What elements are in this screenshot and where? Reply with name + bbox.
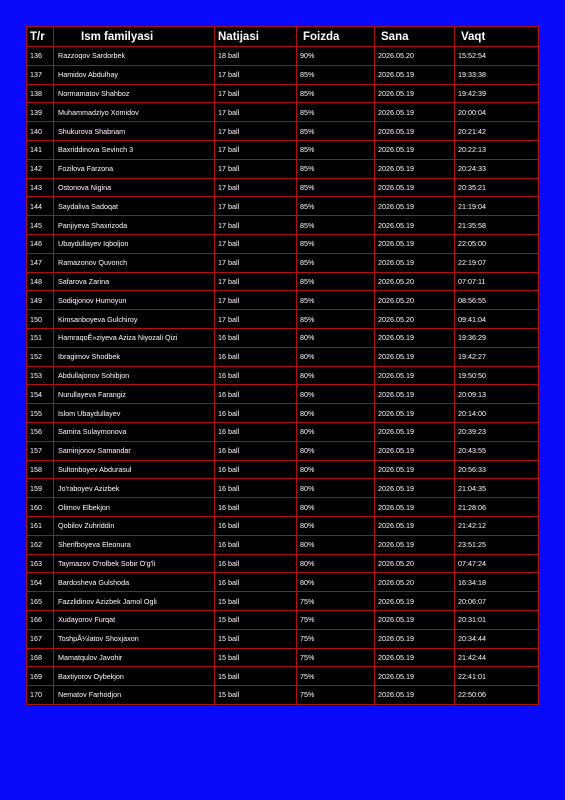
student-name: Ubaydullayev Iqboljon xyxy=(54,234,215,253)
date: 2026.05.19 xyxy=(375,253,455,272)
student-name: Ostonova Nigina xyxy=(54,178,215,197)
row-number: 152 xyxy=(27,347,54,366)
row-number: 145 xyxy=(27,216,54,235)
student-name: ToshpÃ¼latov Shoxjaxon xyxy=(54,629,215,648)
date: 2026.05.20 xyxy=(375,47,455,66)
date: 2026.05.19 xyxy=(375,629,455,648)
header-name: Ism familyasi xyxy=(54,27,215,47)
percent: 85% xyxy=(297,159,375,178)
row-number: 159 xyxy=(27,479,54,498)
percent: 80% xyxy=(297,366,375,385)
percent: 85% xyxy=(297,103,375,122)
row-number: 170 xyxy=(27,686,54,705)
time: 20:39:23 xyxy=(455,422,539,441)
percent: 85% xyxy=(297,197,375,216)
percent: 85% xyxy=(297,178,375,197)
row-number: 162 xyxy=(27,535,54,554)
percent: 75% xyxy=(297,648,375,667)
row-number: 153 xyxy=(27,366,54,385)
table-row xyxy=(27,366,539,385)
student-name: Mamatqulov Javohir xyxy=(54,648,215,667)
results-table xyxy=(26,26,539,705)
table-row xyxy=(27,422,539,441)
header-row xyxy=(27,27,539,47)
score: 17 ball xyxy=(215,84,297,103)
table-row xyxy=(27,385,539,404)
score: 16 ball xyxy=(215,535,297,554)
student-name: Olimov Elbekjon xyxy=(54,498,215,517)
score: 18 ball xyxy=(215,47,297,66)
table-row xyxy=(27,291,539,310)
header-percent: Foizda xyxy=(297,27,375,47)
table-row xyxy=(27,554,539,573)
student-name: Saminjonov Samandar xyxy=(54,441,215,460)
row-number: 138 xyxy=(27,84,54,103)
student-name: Sodiqjonov Humoyun xyxy=(54,291,215,310)
row-number: 161 xyxy=(27,516,54,535)
score: 16 ball xyxy=(215,347,297,366)
row-number: 149 xyxy=(27,291,54,310)
score: 16 ball xyxy=(215,460,297,479)
table-row xyxy=(27,648,539,667)
row-number: 165 xyxy=(27,592,54,611)
score: 16 ball xyxy=(215,385,297,404)
percent: 80% xyxy=(297,573,375,592)
percent: 80% xyxy=(297,516,375,535)
table-row xyxy=(27,197,539,216)
student-name: Bardosheva Gulshoda xyxy=(54,573,215,592)
time: 20:43:55 xyxy=(455,441,539,460)
student-name: Abdullajonov Sohibjon xyxy=(54,366,215,385)
score: 16 ball xyxy=(215,498,297,517)
date: 2026.05.19 xyxy=(375,366,455,385)
date: 2026.05.19 xyxy=(375,197,455,216)
time: 20:22:13 xyxy=(455,140,539,159)
row-number: 141 xyxy=(27,140,54,159)
score: 16 ball xyxy=(215,328,297,347)
row-number: 167 xyxy=(27,629,54,648)
row-number: 169 xyxy=(27,667,54,686)
table-row xyxy=(27,404,539,423)
score: 17 ball xyxy=(215,103,297,122)
row-number: 154 xyxy=(27,385,54,404)
table-row xyxy=(27,629,539,648)
student-name: Muhammadziyo Xomidov xyxy=(54,103,215,122)
percent: 80% xyxy=(297,441,375,460)
percent: 80% xyxy=(297,404,375,423)
percent: 80% xyxy=(297,460,375,479)
time: 20:56:33 xyxy=(455,460,539,479)
time: 19:42:27 xyxy=(455,347,539,366)
student-name: Nematov Farhodjon xyxy=(54,686,215,705)
table-row xyxy=(27,347,539,366)
time: 22:41:01 xyxy=(455,667,539,686)
table-row xyxy=(27,178,539,197)
table-row xyxy=(27,272,539,291)
percent: 80% xyxy=(297,535,375,554)
score: 15 ball xyxy=(215,629,297,648)
date: 2026.05.20 xyxy=(375,573,455,592)
time: 20:09:13 xyxy=(455,385,539,404)
table-row xyxy=(27,65,539,84)
percent: 75% xyxy=(297,610,375,629)
percent: 75% xyxy=(297,667,375,686)
date: 2026.05.20 xyxy=(375,272,455,291)
percent: 85% xyxy=(297,291,375,310)
score: 15 ball xyxy=(215,592,297,611)
time: 08:56:55 xyxy=(455,291,539,310)
percent: 80% xyxy=(297,422,375,441)
date: 2026.05.19 xyxy=(375,516,455,535)
percent: 85% xyxy=(297,310,375,329)
student-name: Normamatov Shahboz xyxy=(54,84,215,103)
student-name: Shukurova Shabnam xyxy=(54,122,215,141)
row-number: 163 xyxy=(27,554,54,573)
time: 22:05:00 xyxy=(455,234,539,253)
date: 2026.05.19 xyxy=(375,234,455,253)
time: 19:33:38 xyxy=(455,65,539,84)
row-number: 166 xyxy=(27,610,54,629)
student-name: Ibragimov Shodbek xyxy=(54,347,215,366)
row-number: 142 xyxy=(27,159,54,178)
row-number: 155 xyxy=(27,404,54,423)
date: 2026.05.19 xyxy=(375,441,455,460)
table-row xyxy=(27,460,539,479)
row-number: 148 xyxy=(27,272,54,291)
header-score: Natijasi xyxy=(215,27,297,47)
table-row xyxy=(27,516,539,535)
percent: 75% xyxy=(297,686,375,705)
score: 17 ball xyxy=(215,253,297,272)
student-name: Saydaliva Sadoqat xyxy=(54,197,215,216)
percent: 80% xyxy=(297,498,375,517)
date: 2026.05.19 xyxy=(375,498,455,517)
row-number: 137 xyxy=(27,65,54,84)
percent: 85% xyxy=(297,216,375,235)
time: 19:36:29 xyxy=(455,328,539,347)
score: 17 ball xyxy=(215,197,297,216)
score: 16 ball xyxy=(215,554,297,573)
row-number: 143 xyxy=(27,178,54,197)
table-row xyxy=(27,573,539,592)
table-row xyxy=(27,84,539,103)
time: 09:41:04 xyxy=(455,310,539,329)
row-number: 136 xyxy=(27,47,54,66)
score: 17 ball xyxy=(215,178,297,197)
time: 15:52:54 xyxy=(455,47,539,66)
time: 20:14:00 xyxy=(455,404,539,423)
percent: 85% xyxy=(297,122,375,141)
score: 16 ball xyxy=(215,441,297,460)
date: 2026.05.19 xyxy=(375,667,455,686)
date: 2026.05.19 xyxy=(375,65,455,84)
table-row xyxy=(27,498,539,517)
table-row xyxy=(27,310,539,329)
percent: 85% xyxy=(297,272,375,291)
student-name: Sultonboyev Abdurasul xyxy=(54,460,215,479)
date: 2026.05.20 xyxy=(375,310,455,329)
header-number: T/r xyxy=(27,27,54,47)
score: 15 ball xyxy=(215,686,297,705)
date: 2026.05.19 xyxy=(375,479,455,498)
time: 21:42:12 xyxy=(455,516,539,535)
percent: 85% xyxy=(297,140,375,159)
results-body xyxy=(27,47,539,705)
date: 2026.05.19 xyxy=(375,610,455,629)
score: 16 ball xyxy=(215,366,297,385)
date: 2026.05.19 xyxy=(375,84,455,103)
table-row xyxy=(27,328,539,347)
score: 17 ball xyxy=(215,122,297,141)
table-row xyxy=(27,103,539,122)
student-name: Ramazonov Quvonch xyxy=(54,253,215,272)
table-row xyxy=(27,122,539,141)
percent: 75% xyxy=(297,592,375,611)
row-number: 150 xyxy=(27,310,54,329)
table-row xyxy=(27,159,539,178)
table-row xyxy=(27,140,539,159)
score: 17 ball xyxy=(215,65,297,84)
student-name: Baxtiyorov Oybekjon xyxy=(54,667,215,686)
date: 2026.05.19 xyxy=(375,103,455,122)
student-name: Islom Ubaydullayev xyxy=(54,404,215,423)
row-number: 158 xyxy=(27,460,54,479)
score: 16 ball xyxy=(215,479,297,498)
date: 2026.05.19 xyxy=(375,422,455,441)
student-name: Kimsanboyeva Gulchiroy xyxy=(54,310,215,329)
percent: 80% xyxy=(297,385,375,404)
table-row xyxy=(27,535,539,554)
table-row xyxy=(27,479,539,498)
row-number: 146 xyxy=(27,234,54,253)
student-name: Razzoqov Sardorbek xyxy=(54,47,215,66)
time: 20:24:33 xyxy=(455,159,539,178)
table-row xyxy=(27,47,539,66)
percent: 85% xyxy=(297,253,375,272)
row-number: 164 xyxy=(27,573,54,592)
percent: 90% xyxy=(297,47,375,66)
date: 2026.05.19 xyxy=(375,178,455,197)
student-name: Baxriddinova Sevinch 3 xyxy=(54,140,215,159)
date: 2026.05.19 xyxy=(375,460,455,479)
time: 20:06:07 xyxy=(455,592,539,611)
student-name: Fozilova Farzona xyxy=(54,159,215,178)
row-number: 139 xyxy=(27,103,54,122)
percent: 85% xyxy=(297,234,375,253)
table-row xyxy=(27,253,539,272)
student-name: Safarova Zarina xyxy=(54,272,215,291)
score: 15 ball xyxy=(215,610,297,629)
student-name: Qobilov Zuhriddin xyxy=(54,516,215,535)
score: 17 ball xyxy=(215,272,297,291)
table-row xyxy=(27,592,539,611)
score: 16 ball xyxy=(215,404,297,423)
score: 17 ball xyxy=(215,291,297,310)
time: 20:35:21 xyxy=(455,178,539,197)
percent: 80% xyxy=(297,328,375,347)
student-name: HamraqoÊ»ziyeva Aziza Niyozali Qizi xyxy=(54,328,215,347)
date: 2026.05.19 xyxy=(375,347,455,366)
time: 21:04:35 xyxy=(455,479,539,498)
percent: 85% xyxy=(297,84,375,103)
score: 15 ball xyxy=(215,648,297,667)
score: 17 ball xyxy=(215,159,297,178)
time: 21:42:44 xyxy=(455,648,539,667)
date: 2026.05.19 xyxy=(375,686,455,705)
date: 2026.05.19 xyxy=(375,592,455,611)
student-name: Jo'raboyev Azizbek xyxy=(54,479,215,498)
date: 2026.05.19 xyxy=(375,216,455,235)
percent: 85% xyxy=(297,65,375,84)
header-date: Sana xyxy=(375,27,455,47)
row-number: 147 xyxy=(27,253,54,272)
header-time: Vaqt xyxy=(455,27,539,47)
row-number: 160 xyxy=(27,498,54,517)
date: 2026.05.20 xyxy=(375,554,455,573)
student-name: Fazzlidinov Azizbek Jamol Ogli xyxy=(54,592,215,611)
table-row xyxy=(27,216,539,235)
row-number: 144 xyxy=(27,197,54,216)
row-number: 157 xyxy=(27,441,54,460)
date: 2026.05.20 xyxy=(375,291,455,310)
student-name: Panjiyeva Shaxrizoda xyxy=(54,216,215,235)
score: 17 ball xyxy=(215,140,297,159)
percent: 75% xyxy=(297,629,375,648)
time: 20:31:01 xyxy=(455,610,539,629)
date: 2026.05.19 xyxy=(375,385,455,404)
score: 17 ball xyxy=(215,310,297,329)
score: 17 ball xyxy=(215,216,297,235)
score: 15 ball xyxy=(215,667,297,686)
time: 16:34:18 xyxy=(455,573,539,592)
score: 16 ball xyxy=(215,516,297,535)
date: 2026.05.19 xyxy=(375,122,455,141)
time: 07:47:24 xyxy=(455,554,539,573)
table-row xyxy=(27,610,539,629)
time: 22:50:06 xyxy=(455,686,539,705)
time: 07:07:11 xyxy=(455,272,539,291)
time: 21:35:58 xyxy=(455,216,539,235)
time: 20:00:04 xyxy=(455,103,539,122)
table-row xyxy=(27,441,539,460)
date: 2026.05.19 xyxy=(375,648,455,667)
score: 16 ball xyxy=(215,573,297,592)
score: 16 ball xyxy=(215,422,297,441)
time: 22:19:07 xyxy=(455,253,539,272)
row-number: 151 xyxy=(27,328,54,347)
student-name: Nurullayeva Farangiz xyxy=(54,385,215,404)
table-row xyxy=(27,667,539,686)
date: 2026.05.19 xyxy=(375,328,455,347)
row-number: 168 xyxy=(27,648,54,667)
time: 20:34:44 xyxy=(455,629,539,648)
student-name: Samira Sulaymonova xyxy=(54,422,215,441)
date: 2026.05.19 xyxy=(375,404,455,423)
score: 17 ball xyxy=(215,234,297,253)
time: 21:28:06 xyxy=(455,498,539,517)
results-sheet xyxy=(26,26,538,706)
student-name: Hamidov Abdulhay xyxy=(54,65,215,84)
percent: 80% xyxy=(297,479,375,498)
table-row xyxy=(27,234,539,253)
date: 2026.05.19 xyxy=(375,159,455,178)
percent: 80% xyxy=(297,554,375,573)
date: 2026.05.19 xyxy=(375,535,455,554)
percent: 80% xyxy=(297,347,375,366)
student-name: Sherifboyeva Eleonura xyxy=(54,535,215,554)
table-row xyxy=(27,686,539,705)
time: 21:19:04 xyxy=(455,197,539,216)
student-name: Taymazov O'rolbek Sobir O'g'li xyxy=(54,554,215,573)
time: 19:50:50 xyxy=(455,366,539,385)
time: 20:21:42 xyxy=(455,122,539,141)
student-name: Xudayorov Furqat xyxy=(54,610,215,629)
row-number: 156 xyxy=(27,422,54,441)
time: 19:42:39 xyxy=(455,84,539,103)
row-number: 140 xyxy=(27,122,54,141)
date: 2026.05.19 xyxy=(375,140,455,159)
time: 23:51:25 xyxy=(455,535,539,554)
